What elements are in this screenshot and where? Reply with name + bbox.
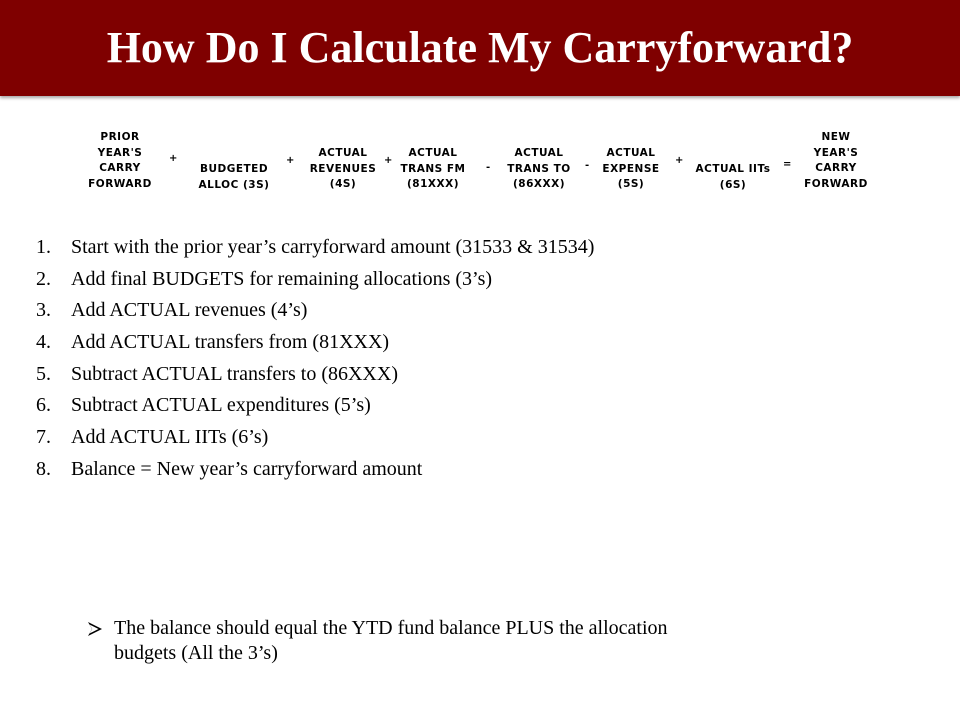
formula-term-line: REVENUES	[309, 162, 377, 175]
formula-term-line: ACTUAL	[408, 147, 458, 159]
step-text: Subtract ACTUAL transfers to (86XXX)	[71, 362, 398, 385]
formula-operator-plus: +	[286, 155, 295, 166]
slide-title: How Do I Calculate My Carryforward?	[106, 23, 854, 72]
formula-term-line: PRIOR	[100, 131, 140, 143]
step-item	[36, 232, 936, 264]
step-item	[36, 295, 936, 327]
arrow-bullet-icon	[88, 622, 102, 636]
step-item	[36, 264, 936, 296]
formula-term-actual-revenues	[302, 146, 384, 193]
formula-term-line: NEW	[821, 131, 851, 143]
formula-term-line: CARRY	[99, 162, 141, 174]
step-number: 6.	[36, 394, 51, 417]
formula-term-line: (5S)	[617, 178, 645, 190]
formula-operator-minus: -	[486, 162, 491, 173]
formula-term-line: TRANS FM	[400, 162, 466, 175]
formula-term-line: ACTUAL	[606, 147, 656, 159]
step-item	[36, 422, 936, 454]
formula-term-line: EXPENSE	[602, 162, 660, 175]
step-number: 1.	[36, 236, 51, 258]
step-text: Subtract ACTUAL expenditures (5’s)	[71, 394, 371, 417]
title-bar	[0, 0, 960, 96]
step-text: Add final BUDGETS for remaining allocations (3’s)	[71, 267, 493, 290]
formula-term-line: (6S)	[719, 178, 747, 191]
step-text: Balance = New year’s carryforward amount	[71, 457, 423, 480]
step-item	[36, 327, 936, 359]
step-text: Add ACTUAL revenues (4’s)	[71, 299, 308, 322]
formula-term-line: YEAR'S	[97, 146, 143, 159]
step-text: Start with the prior year’s carryforward amount (31533 & 31534)	[71, 236, 595, 258]
step-number: 8.	[36, 457, 51, 480]
formula-operator-plus: +	[169, 153, 178, 164]
step-item	[36, 454, 936, 486]
formula-term-actual-expense	[596, 146, 666, 193]
step-number: 3.	[36, 299, 51, 322]
formula-operator-plus: +	[384, 155, 393, 166]
step-number: 4.	[36, 331, 51, 354]
formula-operator-minus: -	[585, 160, 590, 171]
formula-term-line: FORWARD	[804, 177, 868, 190]
formula-term-line: (81XXX)	[407, 178, 459, 190]
balance-note	[88, 616, 878, 666]
step-text: Add ACTUAL IITs (6’s)	[71, 426, 269, 449]
formula-term-new-carryforward	[796, 130, 876, 192]
step-text: Add ACTUAL transfers from (81XXX)	[71, 331, 390, 354]
step-item	[36, 359, 936, 391]
formula-term-line: YEAR'S	[813, 146, 859, 159]
formula-operator-plus: +	[675, 155, 684, 166]
note-line-1: The balance should equal the YTD fund balance PLUS the allocation	[114, 617, 668, 639]
formula-term-prior-carryforward	[82, 130, 158, 192]
formula-term-budgeted-alloc	[190, 162, 278, 193]
formula-term-line: (4S)	[329, 178, 357, 190]
formula-term-actual-trans-to	[497, 146, 581, 193]
formula-operator-equals: =	[783, 159, 792, 170]
note-line-2: budgets (All the 3’s)	[114, 642, 278, 664]
carryforward-formula	[0, 100, 960, 220]
step-number: 5.	[36, 362, 51, 385]
formula-term-actual-trans-from	[396, 146, 470, 193]
steps-list	[36, 232, 936, 486]
formula-term-line: FORWARD	[88, 177, 152, 190]
formula-term-line: (86XXX)	[513, 178, 565, 190]
formula-term-line: BUDGETED	[199, 163, 269, 175]
formula-term-line: ALLOC (3S)	[198, 178, 270, 191]
formula-term-line: CARRY	[815, 162, 857, 174]
formula-term-line: ACTUAL	[514, 147, 564, 159]
formula-term-line: ACTUAL	[318, 147, 368, 159]
formula-term-actual-iits	[690, 162, 776, 193]
step-number: 7.	[36, 426, 51, 449]
formula-term-line: ACTUAL IITs	[695, 163, 771, 175]
step-number: 2.	[36, 267, 51, 290]
formula-term-line: TRANS TO	[507, 162, 571, 175]
step-item	[36, 390, 936, 422]
